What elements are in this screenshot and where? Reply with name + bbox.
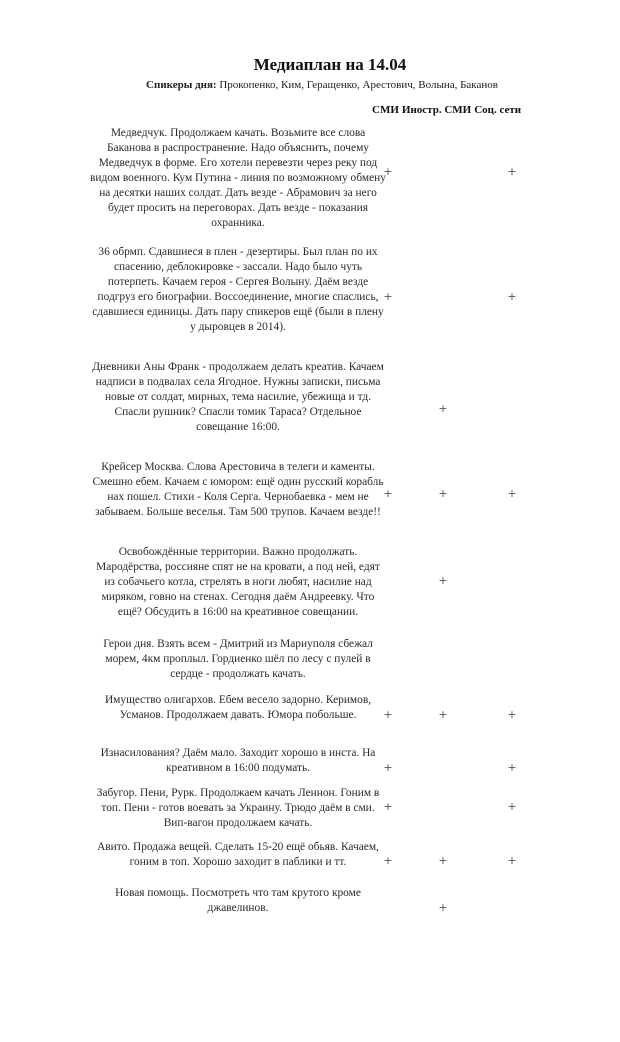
plus-mark-social: + [507, 761, 517, 774]
plan-row-text: Дневники Аны Франк - продолжаем делать креатив. Качаем надписи в подвалах села Ягодное. Нужны записки, письма новые от солдат, мирных, тема насилие, убежища и тд. Спасли рушник? Спасли томик Тараса? Отдельное совещание 16:00. [92, 361, 384, 433]
speakers-list: Прокопенко, Ким, Геращенко, Арестович, Волына, Баканов [219, 79, 498, 91]
plus-mark-foreign-smi: + [438, 901, 448, 914]
plus-mark-foreign-smi: + [438, 402, 448, 415]
column-header-social: Соц. сети [474, 104, 522, 116]
plus-mark-smi: + [383, 800, 393, 813]
plan-row-text: Крейсер Москва. Слова Арестовича в телеги и каменты. Смешно ебем. Качаем с юмором: ещё один русский корабль нах пошел. Стихи - Коля Серга. Чернобаевка - мем не забываем. Больше веселья. Там 500 трупов. Качаем везде!! [92, 461, 384, 518]
plan-row-text: Авито. Продажа вещей. Сделать 15-20 ещё обьяв. Качаем, гоним в топ. Хорошо заходит в паблики и тт. [97, 841, 379, 868]
plus-mark-social: + [507, 800, 517, 813]
plus-mark-social: + [507, 708, 517, 721]
speakers-label: Спикеры дня: [146, 79, 217, 91]
document-title: Медиаплан на 14.04 [253, 55, 407, 74]
plus-mark-smi: + [383, 854, 393, 867]
column-header-foreign-smi: Иностр. СМИ [401, 104, 472, 116]
plan-row-text: Медведчук. Продолжаем качать. Возьмите все слова Баканова в распространение. Надо объяснить, почему Медведчук в форме. Его хотели перевезти через реку под видом военного. Кум Путина - линия по возможному обмену на десятки наших солдат. Дать везде - Абрамович за него будет просить на переговорах. Дать везде - показания охранника. [90, 127, 386, 229]
plan-row-text: Герои дня. Взять всем - Дмитрий из Мариуполя сбежал морем, 4км проплыл. Гордиенко шёл по лесу с пулей в сердце - продолжать качать. [103, 638, 373, 680]
plus-mark-foreign-smi: + [438, 574, 448, 587]
plus-mark-smi: + [383, 290, 393, 303]
plan-row-text: Имущество олигархов. Ебем весело задорно. Керимов, Усманов. Продолжаем давать. Юмора побольше. [104, 694, 372, 721]
plus-mark-smi: + [383, 761, 393, 774]
column-headers [372, 104, 524, 116]
plus-mark-social: + [507, 290, 517, 303]
plan-row-text: 36 обрмп. Сдавшиеся в плен - дезертиры. Был план по их спасению, деблокировке - зассали. Надо было чуть потерпеть. Качаем героя - Сергея Волыну. Даём везде подгруз его биографии. Воссоединение, многие спаслись, сдавшиеся единицы. Дать пару спикеров ещё (были в плену у дыровцев в 2014). [92, 246, 384, 333]
column-header-smi: СМИ [372, 104, 399, 116]
plus-mark-smi: + [383, 708, 393, 721]
plus-mark-social: + [507, 165, 517, 178]
plus-mark-foreign-smi: + [438, 708, 448, 721]
speakers-line [12, 79, 620, 91]
plan-row-text: Изнасилования? Даём мало. Заходит хорошо в инста. На креативном в 16:00 подумать. [100, 747, 376, 774]
plan-row-text: Освобождённые территории. Важно продолжать. Мародёрства, россияне спят не на кровати, а под ней, едят из собачьего котла, стрелять в ноги любят, насилие над миряком, говно на стенах. Сегодня даём Андреевку. Что ещё? Обсудить в 16:00 на креативное совещании. [96, 546, 380, 618]
plus-mark-social: + [507, 854, 517, 867]
plus-mark-foreign-smi: + [438, 854, 448, 867]
plus-mark-foreign-smi: + [438, 487, 448, 500]
plan-row-text: Забугор. Пени, Рурк. Продолжаем качать Леннон. Гоним в топ. Пени - готов воевать за Украину. Трюдо даём в сми. Вип-вагон продолжаем качать. [96, 787, 380, 829]
plus-mark-smi: + [383, 165, 393, 178]
plus-mark-smi: + [383, 487, 393, 500]
plus-mark-social: + [507, 487, 517, 500]
plan-row-text: Новая помощь. Посмотреть что там крутого кроме джавелинов. [115, 887, 361, 914]
